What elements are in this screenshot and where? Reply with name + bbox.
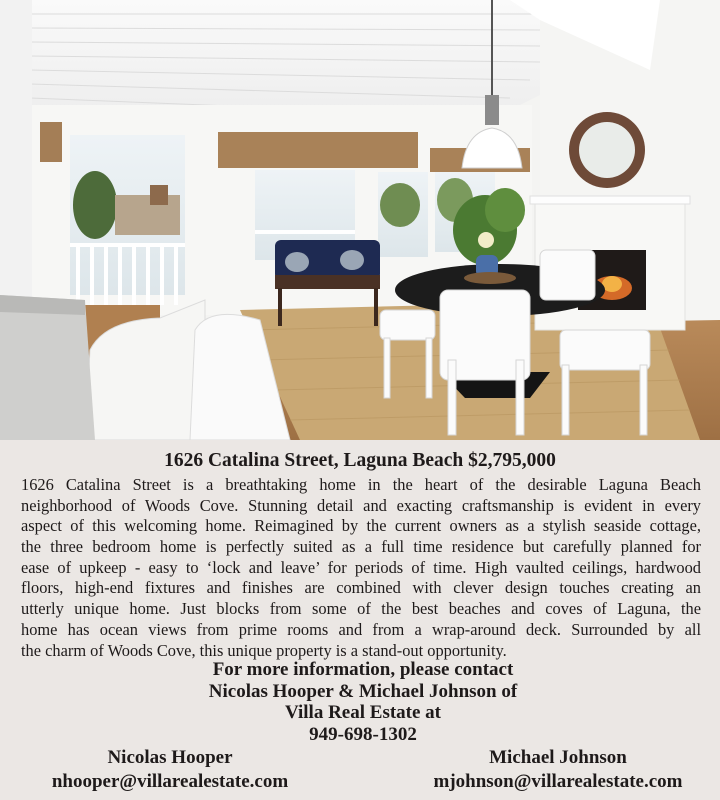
description-line: floors, high-end fixtures and finishes are combined with clever design touches creating an <box>21 578 701 598</box>
listing-description <box>21 475 701 661</box>
contact-phone: 949-698-1302 <box>309 723 417 745</box>
agent-email: nhooper@villarealestate.com <box>51 771 289 792</box>
contact-line: Villa Real Estate at <box>284 702 442 723</box>
description-line: ease of upkeep - easy to ‘lock and leave’ for periods of time. High vaulted ceilings, hardwood <box>21 557 701 577</box>
agent-card-michael <box>400 746 716 794</box>
description-line: 1626 Catalina Street is a breathtaking home in the heart of the desirable Laguna Beach <box>21 475 701 494</box>
agent-email: mjohnson@villarealestate.com <box>433 771 683 792</box>
description-line: neighborhood of Woods Cove. Stunning detail and exacting craftsmanship is evident in every <box>21 495 701 515</box>
description-line: aspect of this welcoming home. Reimagined by the current owners as a stylish seaside cottage, <box>21 516 701 536</box>
description-line: the three bedroom home is perfectly suited as a full time residence but carefully planned for <box>21 537 701 557</box>
listing-headline: 1626 Catalina Street, Laguna Beach $2,795,000 <box>164 450 556 471</box>
description-line: utterly unique home. Just blocks from some of the best beaches and coves of Laguna, the <box>21 599 701 619</box>
contact-line: For more information, please contact <box>212 659 514 680</box>
contact-line: Nicolas Hooper & Michael Johnson of <box>208 680 518 702</box>
listing-ad <box>0 440 720 800</box>
contact-callout <box>0 659 720 745</box>
description-line: the charm of Woods Cove, this unique property is a stand-out opportunity. <box>21 640 507 660</box>
agent-name: Michael Johnson <box>489 747 627 768</box>
agent-name: Nicolas Hooper <box>107 747 233 768</box>
description-line: home has ocean views from prime rooms and from a wrap-around deck. Surrounded by all <box>21 619 701 639</box>
agent-card-nicolas <box>20 746 320 794</box>
